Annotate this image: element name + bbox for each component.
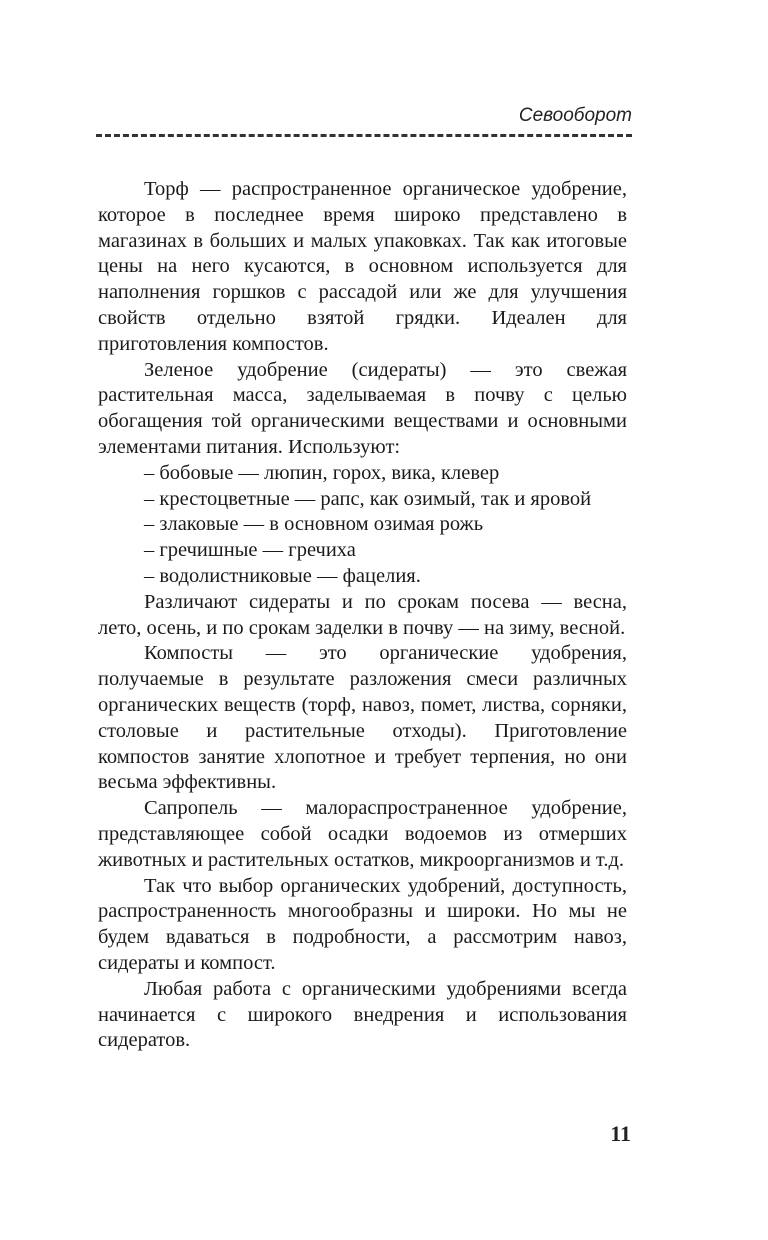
page-header <box>96 104 632 137</box>
paragraph-sowing-terms: Различают сидераты и по срокам посева — весна, лето, осень, и по срокам заделки в почву — на зиму, весной. <box>98 590 627 639</box>
list-item: – бобовые — люпин, горох, вика, клевер <box>144 461 500 484</box>
paragraph-choice: Так что выбор органических удобрений, доступность, распространенность многообразны и широки. Но мы не будем вдаваться в подробности, а рассмотрим навоз, сидераты и компост. <box>98 874 627 974</box>
list-item: – гречишные — гречиха <box>144 539 356 562</box>
green-manure-list <box>98 461 627 590</box>
body-text <box>98 177 627 1054</box>
paragraph-composts: Компосты — это органические удобрения, получаемые в результате разложения смеси различных органических веществ (торф, навоз, помет, листва, сорняки, столовые и растительные отходы). Приготовление компостов занятие хлопотное и требует терпения, но они весьма эффективны. <box>98 642 627 794</box>
page-number: 11 <box>610 1121 631 1146</box>
running-title: Севооборот <box>518 105 632 126</box>
list-item: – водолистниковые — фацелия. <box>144 564 421 587</box>
list-item: – крестоцветные — рапс, как озимый, так и яровой <box>144 487 592 510</box>
list-item: – злаковые — в основном озимая рожь <box>144 513 484 536</box>
paragraph-green-manure: Зеленое удобрение (сидераты) — это свежая растительная масса, заделываемая в почву с целью обогащения той органическими веществами и основными элементами питания. Используют: <box>98 358 627 458</box>
paragraph-conclusion: Любая работа с органическими удобрениями всегда начинается с широкого внедрения и использования сидератов. <box>98 977 627 1052</box>
paragraph-sapropel: Сапропель — малораспространенное удобрение, представляющее собой осадки водоемов из отмерших животных и растительных остатков, микроорганизмов и т.д. <box>98 797 627 871</box>
paragraph-peat: Торф — распространенное органическое удобрение, которое в последнее время широко представлено в магазинах в больших и малых упаковках. Так как итоговые цены на него кусаются, в основном используется для наполнения горшков с рассадой или же для улучшения свойств отдельно взятой грядки. Идеален для приготовления компостов. <box>98 178 627 355</box>
header-dashed-rule <box>96 134 632 137</box>
